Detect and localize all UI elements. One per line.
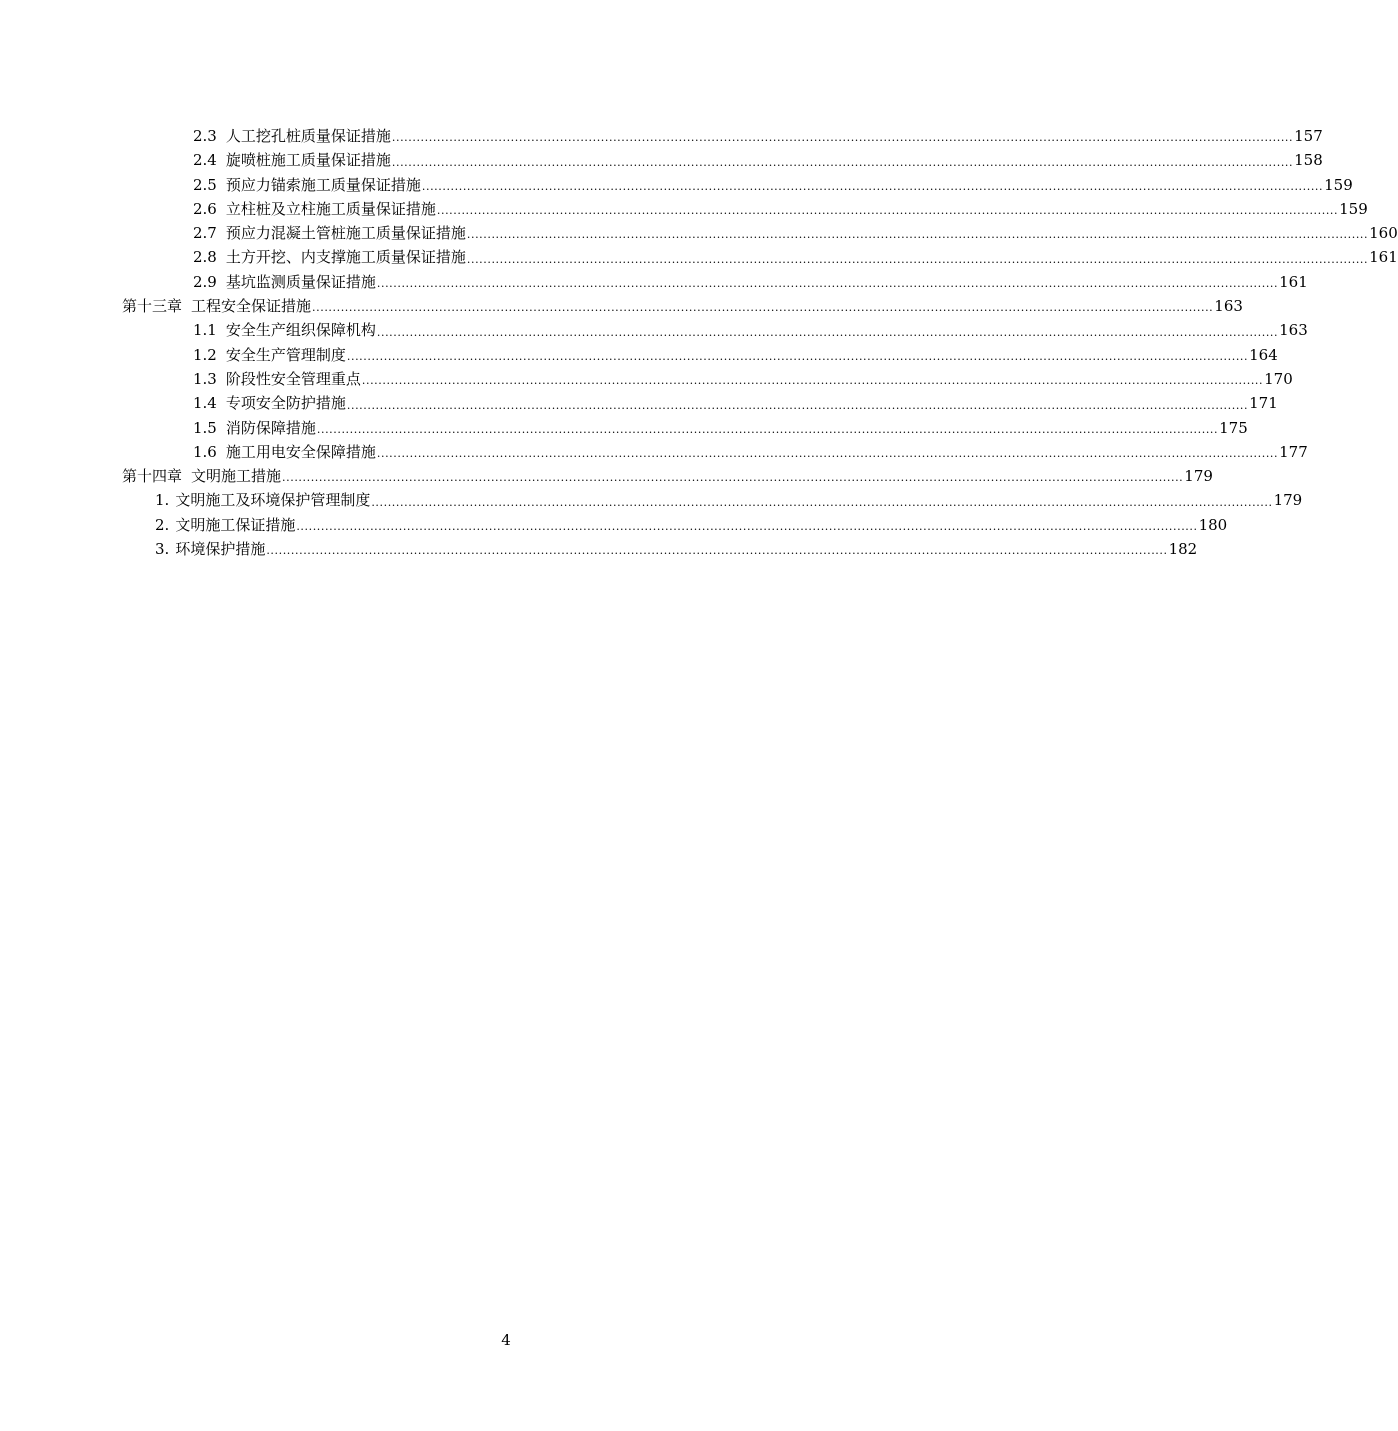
toc-entry-number: 2.4 <box>193 151 217 170</box>
dot-leader: ............................................................................................................................................................................................................................ <box>376 277 1279 291</box>
toc-entry-page: 159 <box>1324 175 1353 194</box>
toc-entry-page: 171 <box>1249 394 1278 413</box>
toc-chapter-number: 第十三章 <box>122 297 183 316</box>
toc-entry-page: 159 <box>1339 199 1368 218</box>
toc-entry-page: 163 <box>1214 297 1243 316</box>
toc-chapter-entry[interactable] <box>122 294 1243 318</box>
toc-entry[interactable] <box>122 513 1228 537</box>
toc-entry-title: 土方开挖、内支撑施工质量保证措施 <box>225 248 466 267</box>
toc-entry-page: 163 <box>1279 321 1308 340</box>
dot-leader: ............................................................................................................................................................................................................................ <box>371 495 1273 509</box>
toc-entry[interactable] <box>122 173 1353 197</box>
toc-entry-number: 1. <box>155 491 170 510</box>
page-number: 4 <box>501 1331 511 1349</box>
toc-entry-number: 2.3 <box>193 127 217 145</box>
toc-entry[interactable] <box>122 221 1398 245</box>
toc-entry-page: 179 <box>1273 491 1303 510</box>
toc-entry-title: 施工用电安全保障措施 <box>225 442 376 461</box>
toc-entry-number: 1.5 <box>193 418 217 437</box>
toc-entry-number: 3. <box>155 540 170 559</box>
toc-entry[interactable] <box>122 318 1308 342</box>
toc-entry-title: 阶段性安全管理重点 <box>225 369 361 388</box>
toc-entry-title: 专项安全防护措施 <box>225 394 346 413</box>
toc-entry-title: 人工挖孔桩质量保证措施 <box>225 127 391 145</box>
dot-leader: ............................................................................................................................................................................................................................ <box>436 204 1339 218</box>
toc-entry-title: 安全生产组织保障机构 <box>225 321 376 340</box>
dot-leader: ............................................................................................................................................................................................................................ <box>376 447 1279 461</box>
toc-chapter-title: 文明施工措施 <box>191 467 282 486</box>
toc-entry-number: 2.9 <box>193 272 217 291</box>
dot-leader: ............................................................................................................................................................................................................................ <box>466 252 1369 266</box>
toc-entry-page: 177 <box>1279 442 1308 461</box>
toc-entry-title: 文明施工及环境保护管理制度 <box>175 491 371 510</box>
table-of-contents <box>122 124 1398 561</box>
toc-chapter-number: 第十四章 <box>122 467 183 486</box>
dot-leader: ............................................................................................................................................................................................................................ <box>361 374 1264 388</box>
toc-entry-page: 164 <box>1249 345 1278 364</box>
toc-entry-title: 消防保障措施 <box>225 418 316 437</box>
toc-entry-page: 170 <box>1264 369 1293 388</box>
toc-entry-number: 2.8 <box>193 248 217 267</box>
toc-entry[interactable] <box>122 343 1278 367</box>
toc-entry-title: 文明施工保证措施 <box>175 515 296 534</box>
toc-entry[interactable] <box>122 270 1308 294</box>
toc-entry[interactable] <box>122 416 1248 440</box>
dot-leader: ............................................................................................................................................................................................................................ <box>296 520 1198 534</box>
toc-entry-number: 1.1 <box>193 321 217 340</box>
dot-leader: ............................................................................................................................................................................................................................ <box>266 544 1168 558</box>
toc-entry-page: 179 <box>1184 467 1213 486</box>
toc-entry-title: 基坑监测质量保证措施 <box>225 272 376 291</box>
toc-entry-page: 182 <box>1168 540 1198 559</box>
toc-entry-title: 立柱桩及立柱施工质量保证措施 <box>225 199 436 218</box>
toc-entry-page: 161 <box>1279 272 1308 291</box>
toc-entry-title: 旋喷桩施工质量保证措施 <box>225 151 391 170</box>
toc-entry[interactable] <box>122 148 1323 172</box>
toc-entry-number: 2.7 <box>193 224 217 243</box>
toc-entry[interactable] <box>122 367 1293 391</box>
toc-entry-title: 预应力混凝土管桩施工质量保证措施 <box>225 224 466 243</box>
dot-leader: ............................................................................................................................................................................................................................ <box>282 471 1184 485</box>
toc-entry-page: 180 <box>1198 515 1228 534</box>
toc-entry-title: 安全生产管理制度 <box>225 345 346 364</box>
toc-entry-number: 2.5 <box>193 175 217 194</box>
toc-entry-page: 158 <box>1294 151 1323 170</box>
toc-chapter-entry[interactable] <box>122 464 1213 488</box>
toc-entry-number: 2. <box>155 515 170 534</box>
dot-leader: ............................................................................................................................................................................................................................ <box>466 228 1369 242</box>
dot-leader: ............................................................................................................................................................................................................................ <box>391 155 1294 169</box>
toc-entry[interactable] <box>122 488 1303 512</box>
dot-leader: ............................................................................................................................................................................................................................ <box>421 179 1324 193</box>
toc-entry[interactable] <box>122 197 1368 221</box>
dot-leader: ............................................................................................................................................................................................................................ <box>316 422 1219 436</box>
dot-leader: ............................................................................................................................................................................................................................ <box>312 301 1214 315</box>
toc-entry[interactable] <box>122 391 1278 415</box>
toc-entry-page: 175 <box>1219 418 1248 437</box>
toc-entry[interactable] <box>122 440 1308 464</box>
dot-leader: ............................................................................................................................................................................................................................ <box>346 398 1249 412</box>
dot-leader: ............................................................................................................................................................................................................................ <box>391 131 1294 145</box>
toc-entry-number: 2.6 <box>193 199 217 218</box>
dot-leader: ............................................................................................................................................................................................................................ <box>346 349 1249 363</box>
toc-entry-title: 环境保护措施 <box>175 540 266 559</box>
dot-leader: ............................................................................................................................................................................................................................ <box>376 325 1279 339</box>
toc-entry-title: 预应力锚索施工质量保证措施 <box>225 175 421 194</box>
toc-entry-page: 160 <box>1369 224 1398 243</box>
toc-chapter-title: 工程安全保证措施 <box>191 297 312 316</box>
toc-entry-number: 1.3 <box>193 369 217 388</box>
toc-entry-page: 157 <box>1294 127 1323 145</box>
toc-entry[interactable] <box>122 124 1323 148</box>
toc-entry-number: 1.2 <box>193 345 217 364</box>
toc-entry-page: 161 <box>1369 248 1398 267</box>
toc-entry[interactable] <box>122 537 1198 561</box>
toc-entry-number: 1.4 <box>193 394 217 413</box>
toc-entry-number: 1.6 <box>193 442 217 461</box>
toc-entry[interactable] <box>122 245 1398 269</box>
